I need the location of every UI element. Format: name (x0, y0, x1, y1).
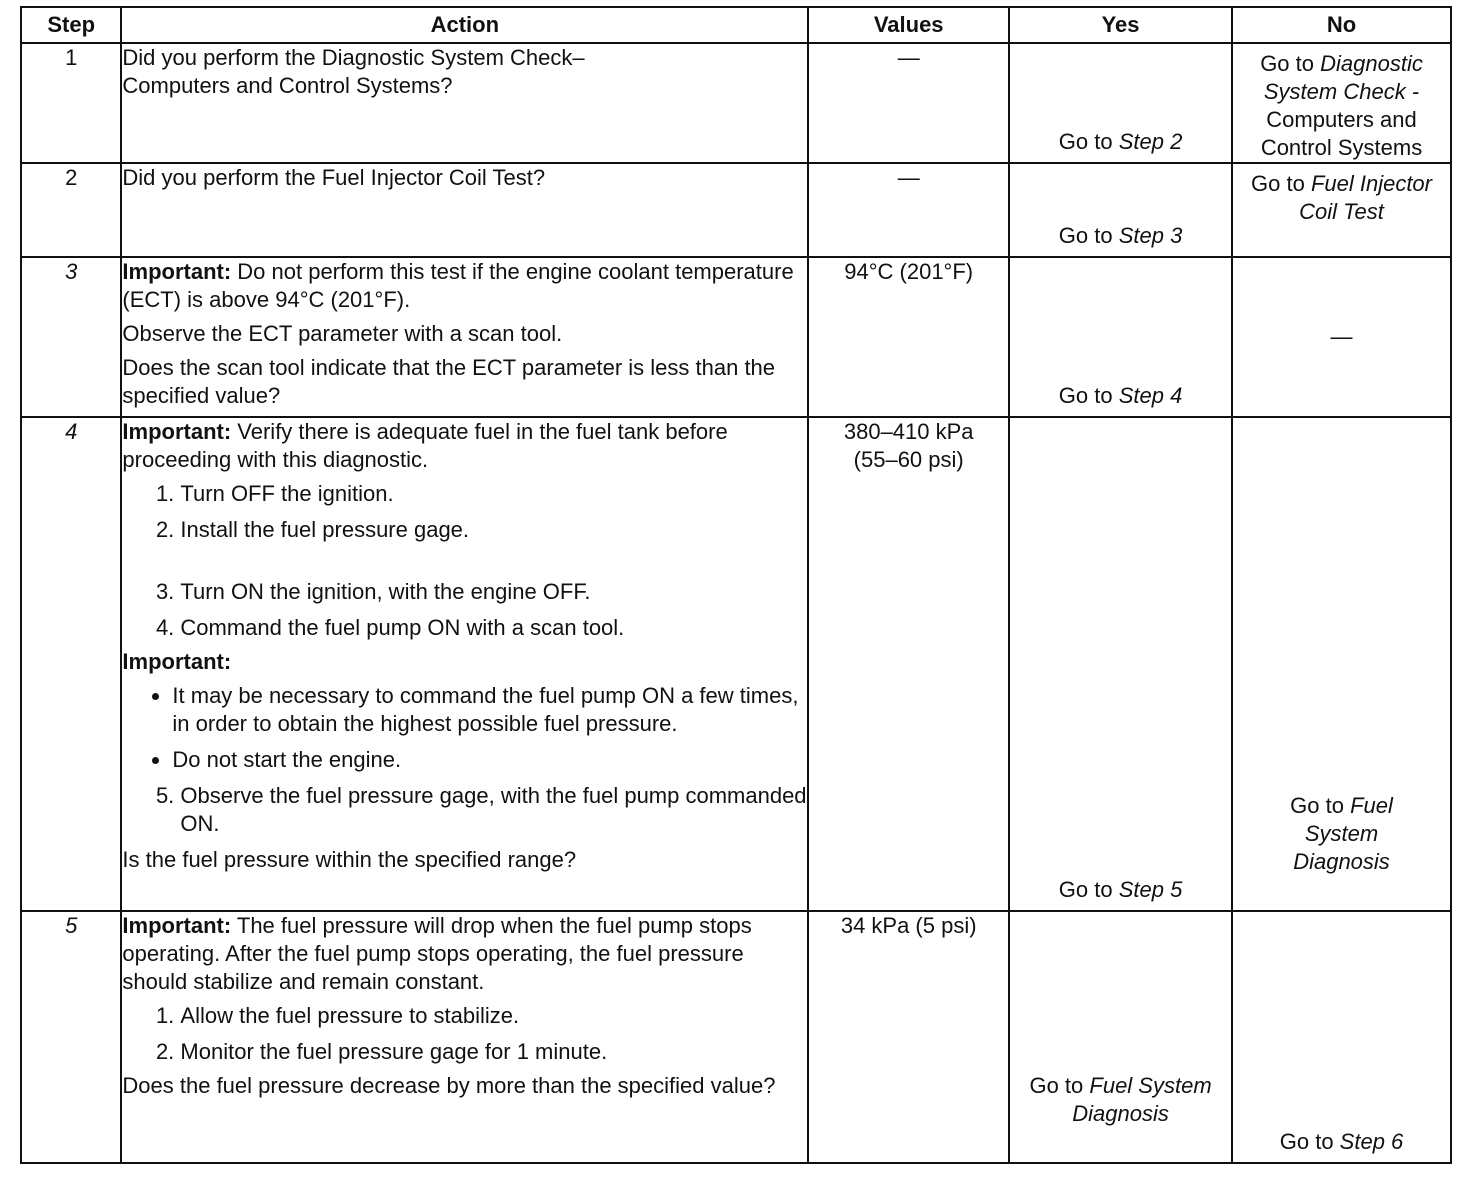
action-cell (121, 43, 808, 163)
header-yes: Yes (1009, 7, 1232, 43)
yes-cell (1009, 43, 1232, 163)
table-row (21, 257, 1451, 417)
important-label: Important: (122, 913, 232, 938)
header-no: No (1232, 7, 1451, 43)
table-row (21, 911, 1451, 1163)
procedure-list (122, 782, 807, 838)
action-cell (121, 163, 808, 257)
important-text: The fuel pressure will drop when the fuel pump stops operating. After the fuel pump stops operating, the fuel pressure should stabilize and remain constant. (122, 913, 752, 994)
value-cell: 34 kPa (5 psi) (808, 911, 1009, 1163)
table-row (21, 417, 1451, 911)
yes-link-step-3[interactable]: Step 3 (1118, 223, 1183, 248)
list-item: 1. Allow the fuel pressure to stabilize. (180, 1002, 807, 1030)
header-step: Step (21, 7, 121, 43)
bullet-list (122, 682, 807, 774)
list-item: 2. Install the fuel pressure gage. (180, 516, 807, 544)
step-number (21, 257, 121, 417)
procedure-list (122, 480, 807, 642)
no-suffix: Computers and Control Systems (1260, 107, 1423, 160)
table-header-row (21, 7, 1451, 43)
no-link-diagnostic-system-check[interactable]: Diagnostic System Check - (1263, 51, 1423, 104)
yes-cell (1009, 257, 1232, 417)
yes-prefix: Go to (1058, 383, 1119, 408)
action-question: Does the scan tool indicate that the ECT parameter is less than the specified value? (122, 355, 776, 408)
step-number-text: 5 (65, 913, 78, 938)
no-link-fuel-system-diagnosis[interactable]: Fuel System Diagnosis (1293, 793, 1393, 874)
no-cell (1232, 257, 1451, 417)
header-values: Values (808, 7, 1009, 43)
yes-link-step-2[interactable]: Step 2 (1118, 129, 1183, 154)
value-cell: — (808, 163, 1009, 257)
yes-cell (1009, 911, 1232, 1163)
yes-link-step-5[interactable]: Step 5 (1118, 877, 1183, 902)
yes-cell (1009, 163, 1232, 257)
value-line: (55–60 psi) (853, 447, 964, 472)
step-number: 1 (21, 43, 121, 163)
action-question: Does the fuel pressure decrease by more than the specified value? (122, 1073, 776, 1098)
yes-prefix: Go to (1058, 129, 1119, 154)
important-label: Important: (122, 649, 232, 674)
value-cell: — (808, 43, 1009, 163)
yes-prefix: Go to (1058, 877, 1119, 902)
no-value: — (1330, 324, 1353, 349)
no-cell (1232, 911, 1451, 1163)
no-prefix: Go to (1260, 51, 1321, 76)
important-text: Verify there is adequate fuel in the fuel tank before proceeding with this diagnostic. (122, 419, 728, 472)
no-cell (1232, 43, 1451, 163)
yes-prefix: Go to (1029, 1073, 1090, 1098)
value-line: 380–410 kPa (843, 419, 974, 444)
important-text: Do not perform this test if the engine coolant temperature (ECT) is above 94°C (201°F). (122, 259, 794, 312)
action-cell (121, 257, 808, 417)
action-text: Observe the ECT parameter with a scan tool. (122, 321, 563, 346)
value-cell (808, 417, 1009, 911)
no-cell (1232, 163, 1451, 257)
list-item: 3. Turn ON the ignition, with the engine OFF. (180, 578, 807, 606)
header-action: Action (121, 7, 808, 43)
step-number (21, 911, 121, 1163)
table-row (21, 163, 1451, 257)
list-item: 2. Monitor the fuel pressure gage for 1 minute. (180, 1038, 807, 1066)
important-label: Important: (122, 419, 232, 444)
step-number (21, 417, 121, 911)
no-link-step-6[interactable]: Step 6 (1339, 1129, 1404, 1154)
yes-cell (1009, 417, 1232, 911)
important-label: Important: (122, 259, 232, 284)
action-question: Is the fuel pressure within the specified range? (122, 847, 577, 872)
action-text: Did you perform the Fuel Injector Coil Test? (122, 165, 546, 190)
no-cell (1232, 417, 1451, 911)
no-link-fuel-injector-coil-test[interactable]: Fuel Injector Coil Test (1299, 171, 1432, 224)
list-item: 4. Command the fuel pump ON with a scan tool. (180, 614, 807, 642)
no-prefix: Go to (1279, 1129, 1340, 1154)
step-number-text: 4 (65, 419, 78, 444)
yes-link-fuel-system-diagnosis[interactable]: Fuel System Diagnosis (1072, 1073, 1212, 1126)
step-number-text: 3 (65, 259, 78, 284)
list-item: 1. Turn OFF the ignition. (180, 480, 807, 508)
no-prefix: Go to (1290, 793, 1351, 818)
list-item: • Do not start the engine. (172, 746, 807, 774)
yes-prefix: Go to (1058, 223, 1119, 248)
diagnostic-table (20, 6, 1452, 1164)
no-prefix: Go to (1251, 171, 1311, 196)
list-item: • It may be necessary to command the fuel pump ON a few times, in order to obtain the highest possible fuel pressure. (172, 682, 807, 738)
yes-link-step-4[interactable]: Step 4 (1118, 383, 1183, 408)
action-text: Computers and Control Systems? (122, 73, 453, 98)
list-item: 5. Observe the fuel pressure gage, with the fuel pump commanded ON. (180, 782, 807, 838)
procedure-list (122, 1002, 807, 1066)
action-cell (121, 911, 808, 1163)
step-number: 2 (21, 163, 121, 257)
action-text: Did you perform the Diagnostic System Check– (122, 45, 585, 70)
value-cell: 94°C (201°F) (808, 257, 1009, 417)
action-cell (121, 417, 808, 911)
table-row (21, 43, 1451, 163)
